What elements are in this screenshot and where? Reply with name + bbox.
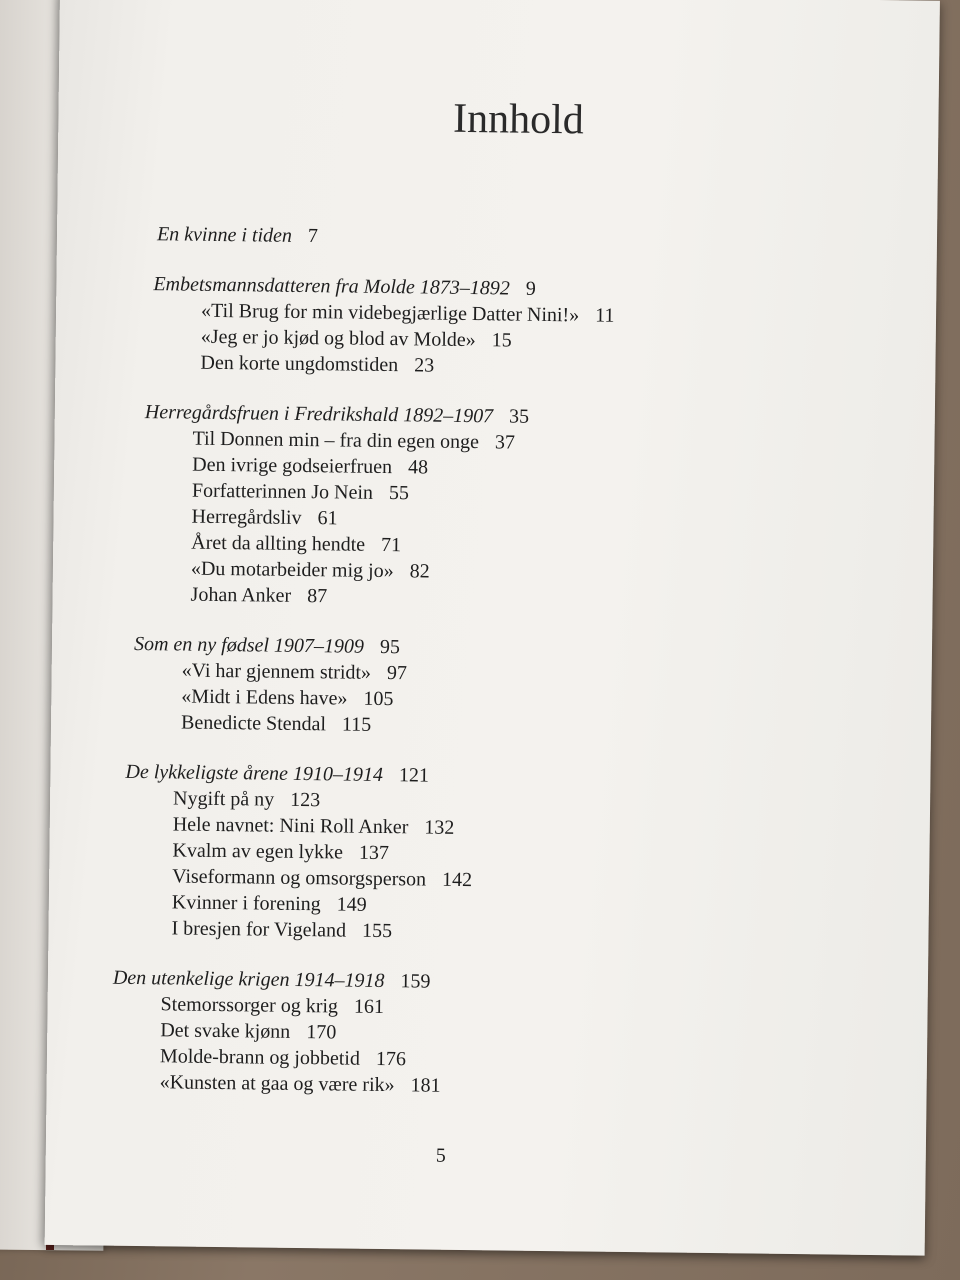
entry-title: «Jeg er jo kjød og blod av Molde»: [200, 325, 476, 352]
section-title: Herregårdsfruen i Fredrikshald 1892–1907: [144, 401, 494, 428]
entry-page-number: 37: [494, 431, 516, 454]
toc-section: [112, 965, 849, 1104]
entry-title: Hele navnet: Nini Roll Anker: [172, 813, 409, 839]
entry-page-number: 137: [358, 841, 390, 865]
entry-title: Kvalm av egen lykke: [172, 839, 344, 864]
section-title: Den utenkelige krigen 1914–1918: [112, 966, 385, 993]
entry-page-number: 105: [363, 687, 394, 711]
entry-title: Nygift på ny: [172, 787, 275, 811]
entry-page-number: 149: [336, 893, 367, 916]
entry-title: Herregårdsliv: [191, 505, 302, 529]
section-heading: [157, 221, 857, 256]
page-title: Innhold: [452, 95, 585, 144]
section-page-number: 121: [398, 764, 430, 787]
entry-title: Stemorssorger og krig: [160, 993, 339, 1018]
section-page-number: 9: [525, 277, 536, 300]
section-title: Som en ny fødsel 1907–1909: [133, 632, 365, 658]
entry-title: Forfatterinnen Jo Nein: [191, 479, 374, 504]
entry-page-number: 142: [441, 868, 473, 892]
section-title: En kvinne i tiden: [156, 223, 293, 247]
entry-page-number: 61: [317, 507, 338, 530]
entry-title: Molde-brann og jobbetid: [159, 1045, 361, 1070]
entry-title: Den korte ungdomstiden: [200, 351, 399, 377]
entry-page-number: 11: [595, 304, 615, 327]
entry-title: «Midt i Edens have»: [181, 685, 348, 710]
entry-page-number: 48: [407, 456, 429, 479]
entry-title: I bresjen for Vigeland: [171, 917, 347, 942]
entry-page-number: 155: [361, 919, 393, 943]
entry-title: «Til Brug for min videbegjærlige Datter Nini!»: [200, 299, 580, 327]
entry-title: Til Donnen min – fra din egen onge: [192, 427, 480, 454]
entry-title: «Kunsten at gaa og være rik»: [159, 1071, 395, 1097]
page-number: 5: [435, 1144, 446, 1167]
entry-page-number: 23: [414, 354, 435, 377]
toc-section: [142, 399, 854, 616]
entry-page-number: 82: [409, 560, 430, 583]
entry-title: Den ivrige godseierfruen: [192, 453, 393, 479]
entry-title: «Vi har gjennem stridt»: [181, 659, 372, 684]
entry-title: Året da allting hendte: [191, 531, 366, 556]
entry-page-number: 181: [410, 1074, 441, 1097]
entry-page-number: 115: [341, 713, 372, 736]
section-page-number: 7: [307, 225, 319, 248]
entry-page-number: 170: [306, 1021, 337, 1044]
toc-section: [123, 759, 850, 950]
entry-page-number: 97: [386, 662, 408, 685]
entry-page-number: 123: [290, 788, 321, 812]
table-of-contents: [112, 221, 857, 1127]
section-title: De lykkeligste årene 1910–1914: [125, 760, 384, 787]
entry-title: Johan Anker: [190, 583, 292, 607]
toc-section: [157, 221, 857, 256]
entry-title: «Du motarbeider mig jo»: [190, 557, 394, 583]
entry-page-number: 132: [424, 816, 455, 839]
entry-page-number: 71: [380, 533, 402, 557]
entry-title: Viseformann og omsorgsperson: [172, 865, 427, 891]
section-page-number: 95: [379, 635, 401, 659]
entry-page-number: 87: [307, 585, 328, 608]
section-page-number: 35: [509, 405, 530, 428]
entry-title: Kvinner i forening: [171, 891, 321, 916]
entry-page-number: 176: [375, 1047, 407, 1071]
section-page-number: 159: [400, 970, 431, 993]
toc-section: [152, 271, 856, 384]
toc-section: [133, 631, 852, 744]
entry-page-number: 161: [353, 995, 385, 1019]
entry-title: Det svake kjønn: [160, 1019, 291, 1043]
entry-page-number: 55: [388, 482, 410, 505]
entry-page-number: 15: [491, 329, 512, 352]
book-page: [45, 0, 940, 1256]
section-title: Embetsmannsdatteren fra Molde 1873–1892: [153, 273, 510, 300]
entry-title: Benedicte Stendal: [180, 711, 327, 736]
